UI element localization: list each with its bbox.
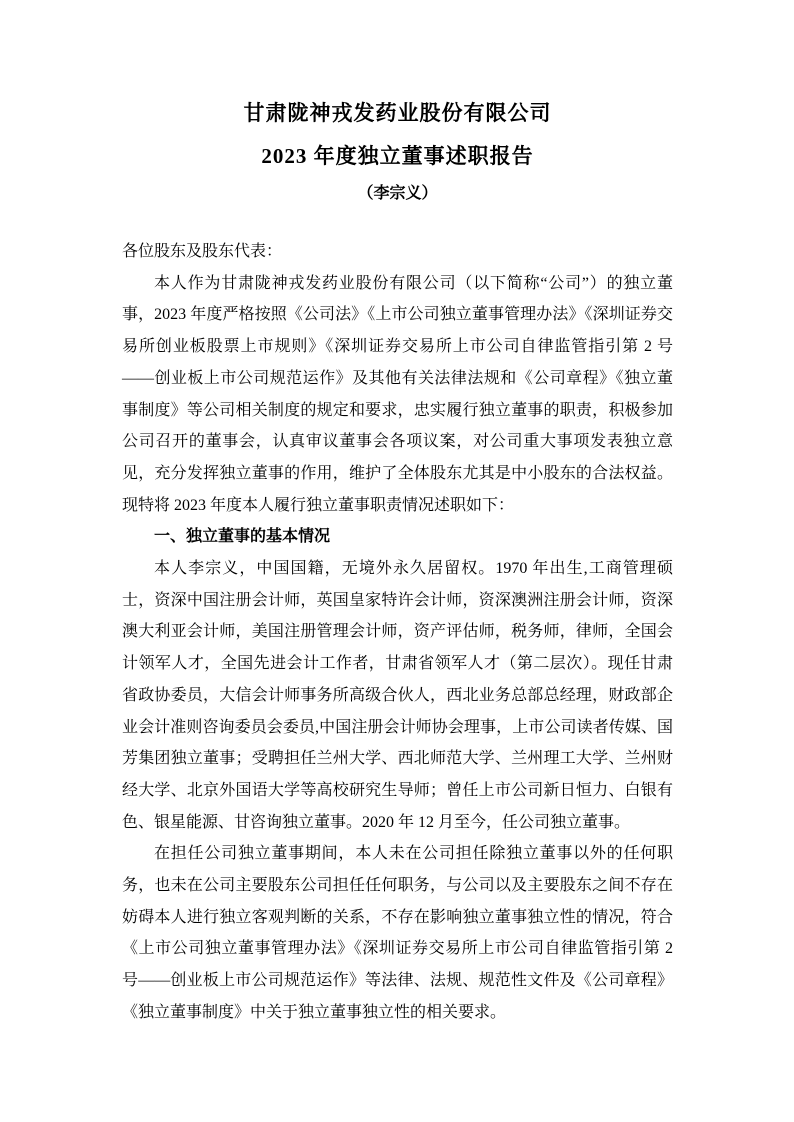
section-1-heading: 一、独立董事的基本情况	[154, 528, 331, 546]
author-name: （李宗义）	[357, 185, 438, 202]
intro-paragraph: 本人作为甘肃陇神戎发药业股份有限公司（以下简称“公司”）的独立董事，2023 年度严格按照《公司法》《上市公司独立董事管理办法》《深圳证券交易所创业板股票上市规则》《深圳证券交易所上市公司自律监管指引第 2 号——创业板上市公司规范运作》及其他有关法律法规和《公司章程》《独立董事制度》等公司相关制度的规定和要求，忠实履行独立董事的职责，积极参加公司召开的董事会，认真审议董事会各项议案，对公司重大事项发表独立意见，充分发挥独立董事的作用，维护了全体股东尤其是中小股东的合法权益。现特将 2023 年度本人履行独立董事职责情况述职如下：	[122, 274, 673, 514]
section-1-paragraph-1: 本人李宗义，中国国籍，无境外永久居留权。1970 年出生,工商管理硕士，资深中国注册会计师，英国皇家特许会计师，资深澳洲注册会计师，资深澳大利亚会计师，美国注册管理会计师，资产评估师，税务师，律师，全国会计领军人才，全国先进会计工作者，甘肃省领军人才（第二层次）。现任甘肃省政协委员，大信会计师事务所高级合伙人，西北业务总部总经理，财政部企业会计准则咨询委员会委员,中国注册会计师协会理事，上市公司读者传媒、国芳集团独立董事；受聘担任兰州大学、西北师范大学、兰州理工大学、兰州财经大学、北京外国语大学等高校研究生导师；曾任上市公司新日恒力、白银有色、银星能源、甘咨询独立董事。2020 年 12 月至今，任公司独立董事。	[122, 560, 673, 831]
report-title: 2023 年度独立董事述职报告	[261, 144, 534, 168]
section-1-paragraph-2: 在担任公司独立董事期间，本人未在公司担任除独立董事以外的任何职务，也未在公司主要股东公司担任任何职务，与公司以及主要股东之间不存在妨碍本人进行独立客观判断的关系，不存在影响独立董事独立性的情况，符合《上市公司独立董事管理办法》《深圳证券交易所上市公司自律监管指引第 2 号——创业板上市公司规范运作》等法律、法规、规范性文件及《公司章程》《独立董事制度》中关于独立董事独立性的相关要求。	[122, 845, 673, 1021]
salutation-line: 各位股东及股东代表：	[122, 243, 283, 260]
document-body	[122, 236, 673, 1029]
company-name-title: 甘肃陇神戎发药业股份有限公司	[243, 101, 552, 125]
